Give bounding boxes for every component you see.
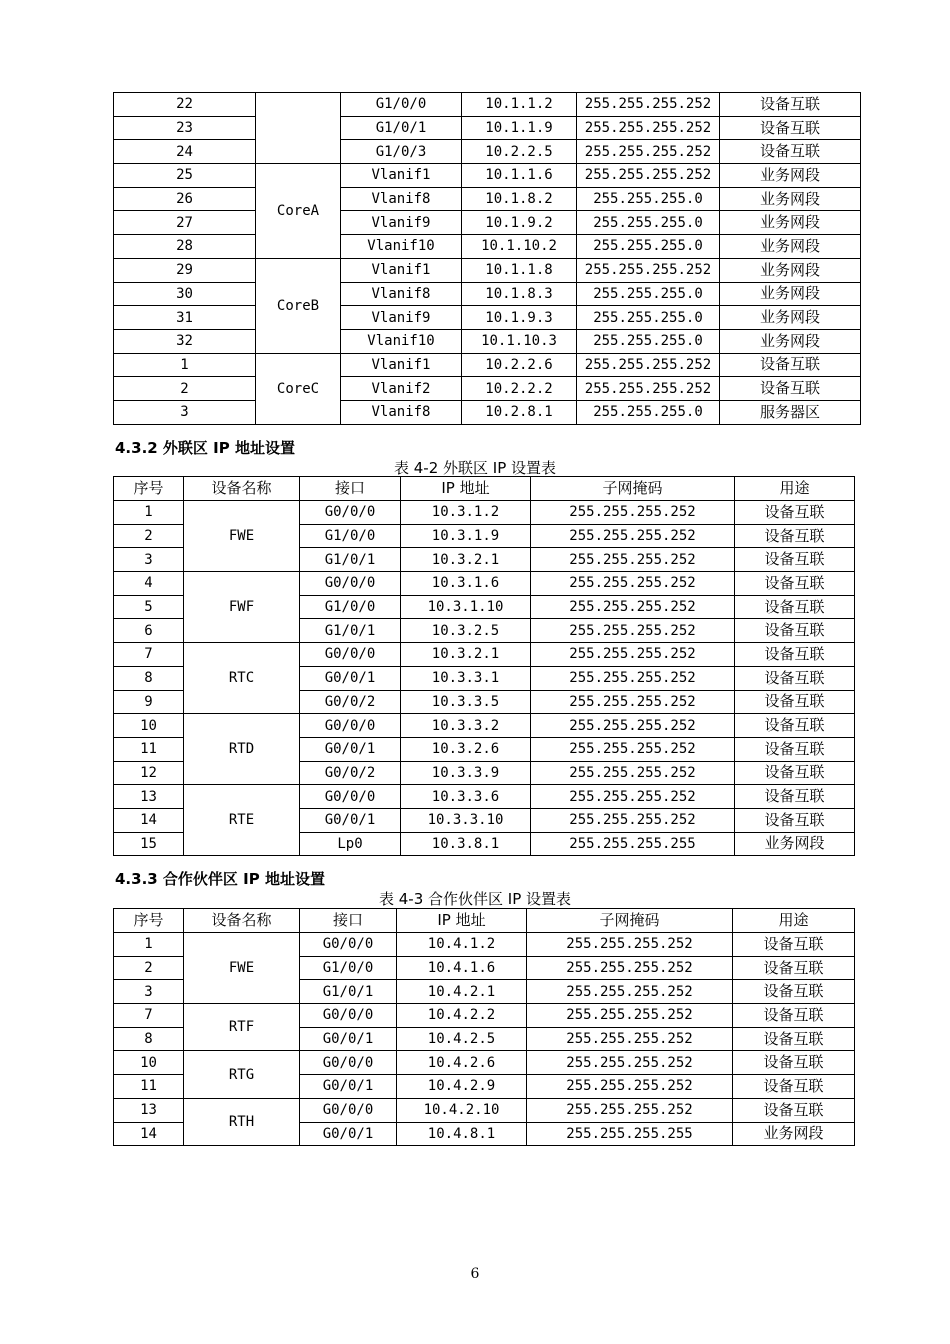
cell-index: 1 [114,933,184,957]
cell-purpose: 设备互联 [733,1098,855,1122]
header-interface: 接口 [300,909,397,933]
cell-index: 27 [114,211,256,235]
cell-mask: 255.255.255.0 [577,329,720,353]
cell-index: 7 [114,1004,184,1028]
cell-ip: 10.1.1.6 [462,164,577,188]
table-caption-partner: 表 4-3 合作伙伴区 IP 设置表 [378,890,572,908]
cell-index: 28 [114,235,256,259]
cell-interface: Vlanif9 [341,211,462,235]
cell-interface: G0/0/1 [300,808,401,832]
cell-interface: Vlanif1 [341,258,462,282]
table-row [114,933,855,957]
cell-index: 4 [114,572,184,596]
core-ip-table-body [114,93,861,425]
cell-interface: G0/0/0 [300,1098,397,1122]
header-ip: IP 地址 [397,909,527,933]
cell-purpose: 设备互联 [733,1004,855,1028]
cell-mask: 255.255.255.252 [577,377,720,401]
cell-purpose: 设备互联 [733,1027,855,1051]
cell-interface: Vlanif1 [341,164,462,188]
cell-purpose: 设备互联 [720,377,861,401]
table-row [114,140,861,164]
cell-index: 13 [114,1098,184,1122]
cell-purpose: 设备互联 [733,956,855,980]
cell-mask: 255.255.255.252 [531,548,735,572]
cell-purpose: 设备互联 [733,1051,855,1075]
cell-ip: 10.2.2.5 [462,140,577,164]
cell-mask: 255.255.255.0 [577,235,720,259]
cell-index: 11 [114,1075,184,1099]
cell-mask: 255.255.255.252 [527,1051,733,1075]
cell-interface: G0/0/0 [300,714,401,738]
cell-purpose: 设备互联 [735,643,855,667]
partner-ip-table [113,908,855,1146]
cell-mask: 255.255.255.252 [531,690,735,714]
cell-mask: 255.255.255.252 [527,1027,733,1051]
table-row [114,164,861,188]
cell-index: 2 [114,524,184,548]
page-number: 6 [470,1266,480,1282]
cell-index: 3 [114,980,184,1004]
cell-interface: G1/0/0 [300,956,397,980]
cell-purpose: 设备互联 [735,501,855,525]
table-header-row [114,909,855,933]
cell-purpose: 设备互联 [735,761,855,785]
table-header-row [114,477,855,501]
cell-purpose: 设备互联 [735,572,855,596]
cell-purpose: 设备互联 [735,595,855,619]
cell-mask: 255.255.255.255 [527,1122,733,1146]
cell-index: 29 [114,258,256,282]
cell-index: 7 [114,643,184,667]
cell-index: 5 [114,595,184,619]
cell-purpose: 设备互联 [735,666,855,690]
cell-mask: 255.255.255.0 [577,400,720,424]
table-caption-external: 表 4-2 外联区 IP 设置表 [393,459,557,477]
cell-ip: 10.1.10.3 [462,329,577,353]
cell-device: FWE [184,933,300,1004]
cell-index: 3 [114,400,256,424]
table-row [114,93,861,117]
cell-index: 10 [114,1051,184,1075]
cell-interface: G0/0/1 [300,1122,397,1146]
cell-mask: 255.255.255.0 [577,306,720,330]
cell-index: 1 [114,501,184,525]
cell-purpose: 业务网段 [720,306,861,330]
cell-index: 10 [114,714,184,738]
cell-device: FWF [184,572,300,643]
cell-interface: G1/0/0 [300,595,401,619]
cell-interface: G0/0/1 [300,666,401,690]
cell-mask: 255.255.255.252 [531,761,735,785]
cell-ip: 10.3.1.10 [401,595,531,619]
cell-interface: G0/0/0 [300,1004,397,1028]
cell-mask: 255.255.255.252 [527,1098,733,1122]
table-row [114,785,855,809]
cell-ip: 10.3.8.1 [401,832,531,856]
cell-ip: 10.1.1.8 [462,258,577,282]
header-index: 序号 [114,477,184,501]
cell-ip: 10.3.2.1 [401,643,531,667]
cell-interface: G1/0/1 [341,116,462,140]
cell-ip: 10.4.2.6 [397,1051,527,1075]
cell-mask: 255.255.255.252 [577,164,720,188]
cell-interface: G1/0/1 [300,980,397,1004]
cell-index: 3 [114,548,184,572]
cell-index: 14 [114,808,184,832]
cell-purpose: 业务网段 [733,1122,855,1146]
cell-purpose: 业务网段 [735,832,855,856]
cell-interface: G0/0/1 [300,737,401,761]
cell-purpose: 设备互联 [735,619,855,643]
table-row [114,116,861,140]
cell-mask: 255.255.255.252 [527,980,733,1004]
header-purpose: 用途 [733,909,855,933]
cell-mask: 255.255.255.252 [577,93,720,117]
cell-interface: Lp0 [300,832,401,856]
cell-ip: 10.2.8.1 [462,400,577,424]
cell-purpose: 设备互联 [733,1075,855,1099]
table-row [114,187,861,211]
cell-device: RTE [184,785,300,856]
table-row [114,329,861,353]
cell-interface: G0/0/1 [300,1075,397,1099]
cell-index: 1 [114,353,256,377]
cell-mask: 255.255.255.0 [577,187,720,211]
cell-ip: 10.3.2.5 [401,619,531,643]
header-purpose: 用途 [735,477,855,501]
cell-ip: 10.3.3.6 [401,785,531,809]
cell-purpose: 业务网段 [720,329,861,353]
cell-purpose: 设备互联 [733,933,855,957]
cell-interface: Vlanif10 [341,235,462,259]
table-row [114,211,861,235]
cell-interface: Vlanif9 [341,306,462,330]
cell-purpose: 设备互联 [735,548,855,572]
cell-mask: 255.255.255.252 [531,808,735,832]
table-row [114,643,855,667]
cell-index: 8 [114,1027,184,1051]
cell-interface: G0/0/1 [300,1027,397,1051]
cell-index: 14 [114,1122,184,1146]
header-index: 序号 [114,909,184,933]
cell-interface: Vlanif8 [341,282,462,306]
cell-ip: 10.2.2.2 [462,377,577,401]
cell-mask: 255.255.255.252 [531,572,735,596]
cell-purpose: 业务网段 [720,235,861,259]
cell-mask: 255.255.255.252 [577,258,720,282]
cell-mask: 255.255.255.252 [577,116,720,140]
header-mask: 子网掩码 [527,909,733,933]
cell-ip: 10.3.1.2 [401,501,531,525]
cell-index: 23 [114,116,256,140]
section-heading-partner: 4.3.3 合作伙伴区 IP 地址设置 [115,870,325,888]
cell-device: CoreA [256,164,341,259]
cell-interface: G1/0/3 [341,140,462,164]
core-ip-table [113,92,861,425]
cell-purpose: 设备互联 [720,116,861,140]
cell-index: 13 [114,785,184,809]
cell-device [256,93,341,164]
cell-mask: 255.255.255.252 [531,595,735,619]
cell-mask: 255.255.255.252 [527,1004,733,1028]
cell-index: 22 [114,93,256,117]
table-row [114,282,861,306]
cell-purpose: 业务网段 [720,258,861,282]
cell-mask: 255.255.255.252 [577,353,720,377]
cell-index: 2 [114,377,256,401]
cell-purpose: 设备互联 [735,808,855,832]
cell-index: 2 [114,956,184,980]
cell-device: RTG [184,1051,300,1098]
table-row [114,235,861,259]
external-ip-table [113,476,855,856]
cell-device: FWE [184,501,300,572]
cell-index: 32 [114,329,256,353]
cell-mask: 255.255.255.252 [531,737,735,761]
cell-ip: 10.4.1.2 [397,933,527,957]
header-device: 设备名称 [184,909,300,933]
cell-interface: Vlanif1 [341,353,462,377]
cell-mask: 255.255.255.252 [527,1075,733,1099]
cell-device: RTD [184,714,300,785]
cell-ip: 10.3.3.9 [401,761,531,785]
cell-purpose: 设备互联 [735,524,855,548]
cell-ip: 10.1.1.9 [462,116,577,140]
cell-ip: 10.1.9.2 [462,211,577,235]
table-row [114,714,855,738]
cell-ip: 10.1.8.2 [462,187,577,211]
cell-ip: 10.1.10.2 [462,235,577,259]
cell-ip: 10.4.1.6 [397,956,527,980]
table-row [114,353,861,377]
cell-ip: 10.4.2.10 [397,1098,527,1122]
cell-interface: G1/0/0 [300,524,401,548]
cell-mask: 255.255.255.0 [577,211,720,235]
cell-ip: 10.3.1.6 [401,572,531,596]
cell-ip: 10.2.2.6 [462,353,577,377]
header-device: 设备名称 [184,477,300,501]
cell-interface: G0/0/0 [300,1051,397,1075]
cell-interface: G0/0/0 [300,643,401,667]
table-row [114,501,855,525]
cell-ip: 10.4.2.1 [397,980,527,1004]
cell-ip: 10.3.3.2 [401,714,531,738]
table-row [114,1004,855,1028]
cell-mask: 255.255.255.252 [531,501,735,525]
cell-purpose: 业务网段 [720,164,861,188]
cell-index: 9 [114,690,184,714]
cell-mask: 255.255.255.252 [531,714,735,738]
cell-ip: 10.1.9.3 [462,306,577,330]
cell-ip: 10.1.1.2 [462,93,577,117]
cell-interface: G0/0/2 [300,690,401,714]
table-row [114,1098,855,1122]
cell-interface: Vlanif2 [341,377,462,401]
header-interface: 接口 [300,477,401,501]
table-row [114,306,861,330]
cell-purpose: 设备互联 [735,737,855,761]
cell-ip: 10.3.3.1 [401,666,531,690]
cell-interface: Vlanif8 [341,187,462,211]
cell-mask: 255.255.255.252 [527,933,733,957]
cell-ip: 10.3.1.9 [401,524,531,548]
cell-purpose: 设备互联 [735,714,855,738]
cell-ip: 10.3.2.1 [401,548,531,572]
cell-purpose: 业务网段 [720,211,861,235]
cell-index: 26 [114,187,256,211]
cell-ip: 10.4.2.2 [397,1004,527,1028]
section-heading-external: 4.3.2 外联区 IP 地址设置 [115,439,295,457]
cell-mask: 255.255.255.252 [531,785,735,809]
cell-interface: G0/0/2 [300,761,401,785]
cell-purpose: 设备互联 [720,140,861,164]
cell-purpose: 设备互联 [735,690,855,714]
cell-interface: Vlanif8 [341,400,462,424]
cell-interface: G0/0/0 [300,572,401,596]
cell-purpose: 设备互联 [720,93,861,117]
cell-interface: G1/0/1 [300,619,401,643]
table-row [114,258,861,282]
cell-ip: 10.4.8.1 [397,1122,527,1146]
cell-index: 11 [114,737,184,761]
cell-interface: G0/0/0 [300,501,401,525]
cell-purpose: 业务网段 [720,282,861,306]
cell-mask: 255.255.255.252 [531,643,735,667]
cell-interface: Vlanif10 [341,329,462,353]
table-row [114,377,861,401]
cell-index: 24 [114,140,256,164]
cell-ip: 10.1.8.3 [462,282,577,306]
cell-interface: G0/0/0 [300,785,401,809]
cell-mask: 255.255.255.255 [531,832,735,856]
cell-index: 15 [114,832,184,856]
cell-index: 8 [114,666,184,690]
cell-mask: 255.255.255.252 [531,619,735,643]
cell-mask: 255.255.255.252 [531,524,735,548]
cell-device: CoreB [256,258,341,353]
header-ip: IP 地址 [401,477,531,501]
cell-purpose: 业务网段 [720,187,861,211]
cell-interface: G1/0/0 [341,93,462,117]
table-row [114,1051,855,1075]
cell-mask: 255.255.255.252 [527,956,733,980]
cell-mask: 255.255.255.252 [577,140,720,164]
cell-ip: 10.3.3.5 [401,690,531,714]
cell-device: RTF [184,1004,300,1051]
cell-ip: 10.3.2.6 [401,737,531,761]
table-row [114,572,855,596]
cell-device: RTH [184,1098,300,1145]
cell-index: 12 [114,761,184,785]
cell-interface: G0/0/0 [300,933,397,957]
cell-purpose: 设备互联 [733,980,855,1004]
cell-purpose: 服务器区 [720,400,861,424]
table-row [114,400,861,424]
cell-index: 25 [114,164,256,188]
cell-index: 30 [114,282,256,306]
cell-ip: 10.3.3.10 [401,808,531,832]
cell-ip: 10.4.2.5 [397,1027,527,1051]
cell-index: 31 [114,306,256,330]
cell-device: RTC [184,643,300,714]
cell-mask: 255.255.255.252 [531,666,735,690]
cell-interface: G1/0/1 [300,548,401,572]
cell-purpose: 设备互联 [720,353,861,377]
cell-index: 6 [114,619,184,643]
header-mask: 子网掩码 [531,477,735,501]
cell-ip: 10.4.2.9 [397,1075,527,1099]
cell-device: CoreC [256,353,341,424]
cell-mask: 255.255.255.0 [577,282,720,306]
cell-purpose: 设备互联 [735,785,855,809]
